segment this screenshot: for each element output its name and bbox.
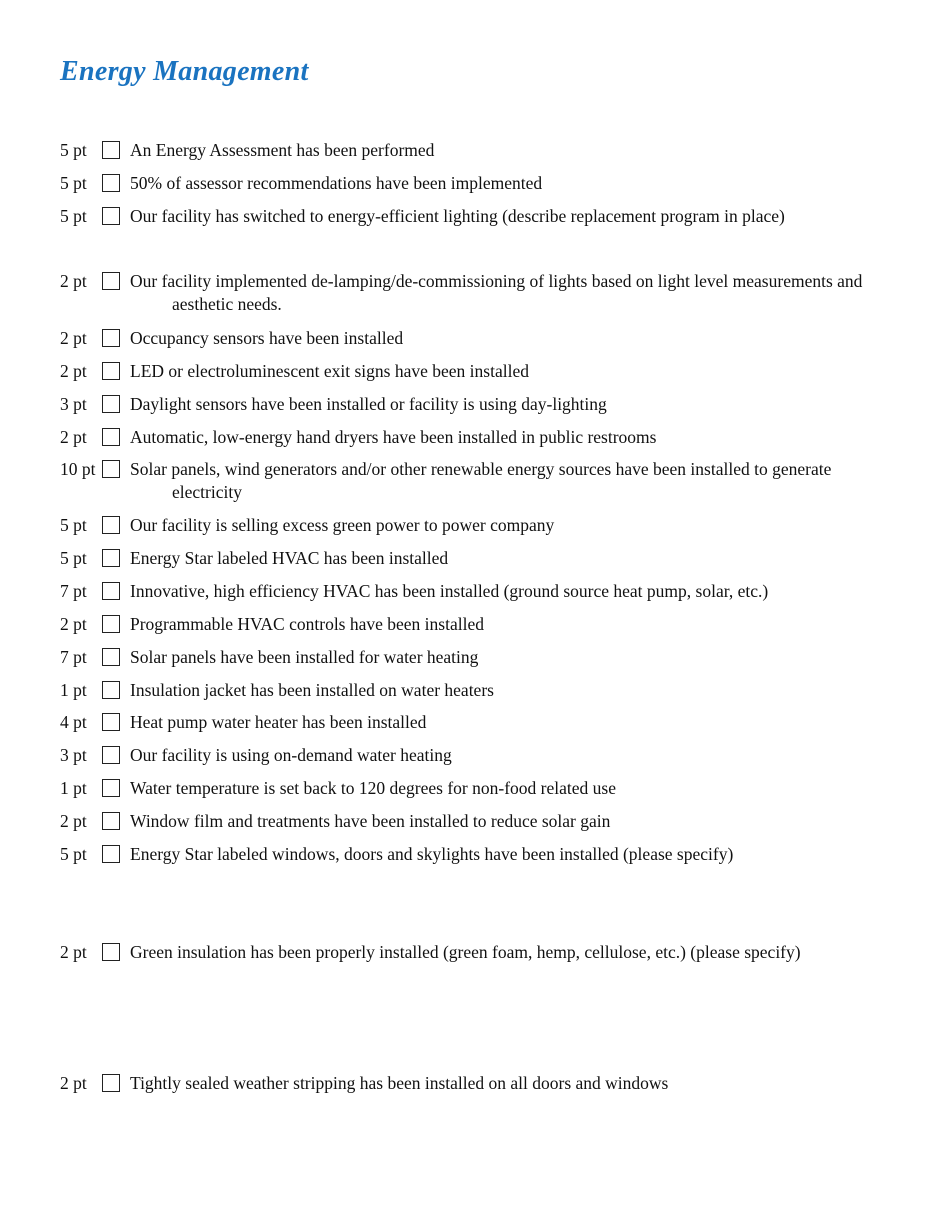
checklist-item: [60, 205, 890, 228]
item-label: Tightly sealed weather stripping has been installed on all doors and windows: [130, 1073, 669, 1093]
checklist-item: [60, 843, 890, 866]
item-points: 5 pt: [60, 515, 87, 535]
checklist-item: [60, 393, 890, 416]
item-points: 5 pt: [60, 140, 87, 160]
item-checkbox[interactable]: [102, 1074, 120, 1092]
item-label: Occupancy sensors have been installed: [130, 328, 404, 348]
checklist-item: [60, 360, 890, 383]
checklist-item: [60, 646, 890, 669]
item-points: 2 pt: [60, 614, 87, 634]
item-checkbox[interactable]: [102, 681, 120, 699]
checklist-item: [60, 139, 890, 162]
page-title: Energy Management: [60, 56, 309, 87]
checklist-item: [60, 777, 890, 800]
item-label: Programmable HVAC controls have been installed: [130, 614, 484, 634]
item-points: 1 pt: [60, 680, 87, 700]
item-checkbox[interactable]: [102, 549, 120, 567]
item-points: 2 pt: [60, 328, 87, 348]
item-checkbox[interactable]: [102, 395, 120, 413]
item-checkbox[interactable]: [102, 329, 120, 347]
item-points: 7 pt: [60, 581, 87, 601]
item-checkbox[interactable]: [102, 812, 120, 830]
item-label: Energy Star labeled HVAC has been installed: [130, 548, 449, 568]
item-checkbox[interactable]: [102, 779, 120, 797]
item-checkbox[interactable]: [102, 582, 120, 600]
checklist-item: [60, 810, 890, 833]
item-label: Innovative, high efficiency HVAC has been installed (ground source heat pump, solar, etc.): [130, 581, 769, 601]
checklist-item: [60, 547, 890, 570]
item-points: 3 pt: [60, 745, 87, 765]
checklist-item: [60, 744, 890, 767]
item-checkbox[interactable]: [102, 428, 120, 446]
item-points: 5 pt: [60, 173, 87, 193]
item-points: 5 pt: [60, 206, 87, 226]
item-label: Heat pump water heater has been installed: [130, 712, 427, 732]
item-checkbox[interactable]: [102, 648, 120, 666]
item-checkbox[interactable]: [102, 141, 120, 159]
checklist-item: [60, 514, 890, 537]
item-checkbox[interactable]: [102, 615, 120, 633]
item-checkbox[interactable]: [102, 362, 120, 380]
item-points: 4 pt: [60, 712, 87, 732]
item-checkbox[interactable]: [102, 460, 120, 478]
item-points: 2 pt: [60, 427, 87, 447]
checklist-item: [60, 426, 890, 449]
item-label: Our facility implemented de-lamping/de-commissioning of lights based on light level measurements and aesthetic needs.: [130, 271, 863, 314]
checklist-item: [60, 941, 890, 964]
item-points: 2 pt: [60, 942, 87, 962]
item-label: An Energy Assessment has been performed: [130, 140, 435, 160]
checklist-item: [60, 458, 890, 504]
item-label: Our facility is using on-demand water heating: [130, 745, 452, 765]
item-checkbox[interactable]: [102, 746, 120, 764]
item-label: Water temperature is set back to 120 degrees for non-food related use: [130, 778, 616, 798]
item-label: 50% of assessor recommendations have been implemented: [130, 173, 543, 193]
item-points: 7 pt: [60, 647, 87, 667]
item-label: Solar panels have been installed for water heating: [130, 647, 479, 667]
item-label: Automatic, low-energy hand dryers have been installed in public restrooms: [130, 427, 657, 447]
item-label: Our facility has switched to energy-efficient lighting (describe replacement program in place): [130, 206, 785, 226]
item-points: 2 pt: [60, 1073, 87, 1093]
item-points: 2 pt: [60, 271, 87, 291]
checklist-item: [60, 1072, 890, 1095]
item-label: LED or electroluminescent exit signs have been installed: [130, 361, 529, 381]
item-label: Daylight sensors have been installed or facility is using day-lighting: [130, 394, 607, 414]
item-label: Green insulation has been properly installed (green foam, hemp, cellulose, etc.) (please specify): [130, 942, 801, 962]
checklist-item: [60, 270, 890, 316]
item-label: Our facility is selling excess green power to power company: [130, 515, 555, 535]
checklist-item: [60, 613, 890, 636]
item-points: 1 pt: [60, 778, 87, 798]
checklist-item: [60, 580, 890, 603]
checklist-item: [60, 172, 890, 195]
item-checkbox[interactable]: [102, 713, 120, 731]
item-points: 2 pt: [60, 361, 87, 381]
item-points: 3 pt: [60, 394, 87, 414]
checklist-item: [60, 711, 890, 734]
item-label: Solar panels, wind generators and/or other renewable energy sources have been installed to generate electricity: [130, 459, 832, 502]
checklist-item: [60, 679, 890, 702]
item-checkbox[interactable]: [102, 174, 120, 192]
item-label: Insulation jacket has been installed on water heaters: [130, 680, 494, 700]
checklist-item: [60, 327, 890, 350]
item-points: 5 pt: [60, 844, 87, 864]
item-label: Energy Star labeled windows, doors and skylights have been installed (please specify): [130, 844, 734, 864]
item-checkbox[interactable]: [102, 516, 120, 534]
item-points: 10 pt: [60, 459, 96, 479]
item-checkbox[interactable]: [102, 272, 120, 290]
item-checkbox[interactable]: [102, 207, 120, 225]
item-checkbox[interactable]: [102, 943, 120, 961]
item-points: 5 pt: [60, 548, 87, 568]
item-points: 2 pt: [60, 811, 87, 831]
item-label: Window film and treatments have been installed to reduce solar gain: [130, 811, 611, 831]
item-checkbox[interactable]: [102, 845, 120, 863]
